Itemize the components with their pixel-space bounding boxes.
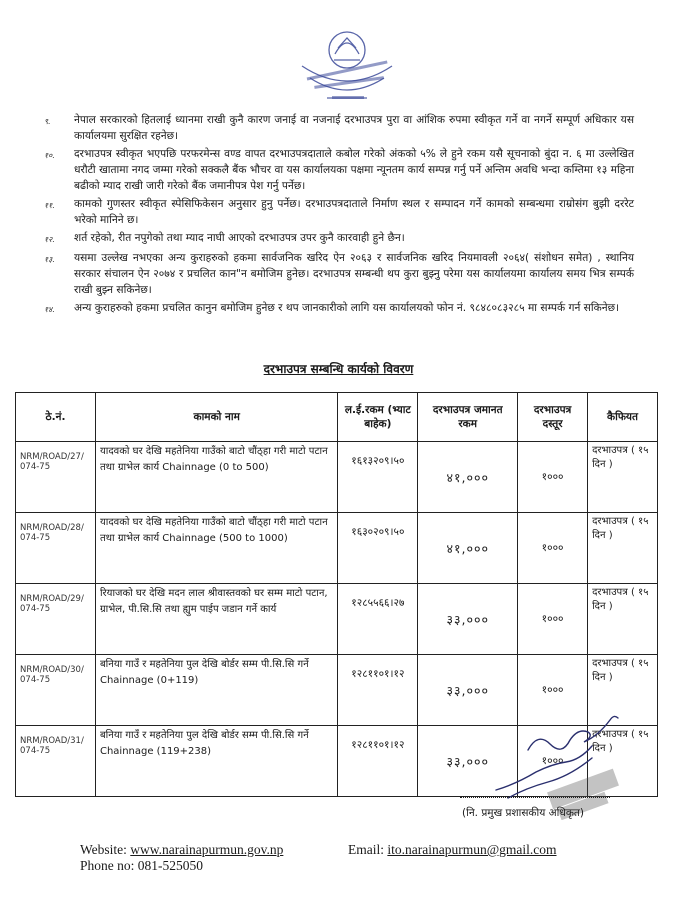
cell-fee: १००० xyxy=(518,442,588,513)
email-label: Email: xyxy=(348,842,384,857)
clause-number: १०. xyxy=(44,151,55,160)
table-header-row xyxy=(16,393,658,442)
section-title xyxy=(0,360,677,377)
cell-code: NRM/ROAD/31/ 074-75 xyxy=(16,726,96,797)
clause-number: १३. xyxy=(44,255,55,264)
footer-email xyxy=(348,842,557,858)
cell-fee: १००० xyxy=(518,655,588,726)
cell-estimate: १२८११०१।१२ xyxy=(338,655,418,726)
clause-13 xyxy=(44,250,634,298)
cell-name: बनिया गाउँ र महतेनिया पुल देखि बोर्डर सम्म पी.सि.सि गर्ने Chainnage (0+119) xyxy=(95,655,337,726)
phone-number: 081-525050 xyxy=(137,858,204,873)
terms-clauses xyxy=(44,112,634,320)
cell-code: NRM/ROAD/27/ 074-75 xyxy=(16,442,96,513)
email-link[interactable]: ito.narainapurmun@gmail.com xyxy=(387,842,557,857)
footer-contact xyxy=(80,842,283,874)
clause-number: १४. xyxy=(44,305,55,314)
clause-text: नेपाल सरकारको हितलाई ध्यानमा राखी कुनै कारण जनाई वा नजनाई दरभाउपत्र पुरा वा आंशिक रुपमा स्वीकृत गर्ने वा नगर्ने सम्पूर्ण अधिकार यस कार्यालयमा सुरक्षित रहनेछ। xyxy=(74,114,634,142)
cell-deposit: ३३,००० xyxy=(418,726,518,797)
phone-line xyxy=(80,858,283,874)
cell-deposit: ३३,००० xyxy=(418,655,518,726)
clause-number: ११. xyxy=(44,201,55,210)
section-title-text: दरभाउपत्र सम्बन्धि कार्यको विवरण xyxy=(263,362,414,376)
cell-fee: १००० xyxy=(518,726,588,797)
header-remarks: कैफियत xyxy=(588,393,658,442)
header-code: ठे.नं. xyxy=(16,393,96,442)
cell-name: रियाजको घर देखि मदन लाल श्रीवास्तवको घर सम्म माटो पटान, ग्राभेल, पी.सि.सि तथा ह्युम पाईप जडान गर्ने कार्य xyxy=(95,584,337,655)
table-row xyxy=(16,584,658,655)
cell-name: यादवको घर देखि महतेनिया गाउँको बाटो चौंठ्हा गरी माटो पटान तथा ग्राभेल कार्य Chainnage (0 to 500) xyxy=(95,442,337,513)
website-line xyxy=(80,842,283,858)
clause-text: यसमा उल्लेख नभएका अन्य कुराहरुको हकमा सार्वजनिक खरिद ऐन २०६३ र सार्वजनिक खरिद नियमावली २०६४( संशोधन समेत) , स्थानिय सरकार संचालन ऐन २०७४ र प्रचलित कान"न बमोजिम हुनेछ। दरभाउपत्र सम्बन्धी थप कुरा बुझ्नु परेमा यस कार्यालयमा कार्यालय समय भित्र सम्पर्क राखी बुझ्न सकिनेछ। xyxy=(74,252,634,296)
cell-fee: १००० xyxy=(518,584,588,655)
cell-remarks: दरभाउपत्र ( १५ दिन ) xyxy=(588,513,658,584)
clause-text: कामको गुणस्तर स्वीकृत स्पेसिफिकेसन अनुसार हुनु पर्नेछ। दरभाउपत्रदाताले निर्माण स्थल र सम्पादन गर्ने कामको सम्बन्धमा राम्रोसंग बुझी दररेट भरेको मानिने छ। xyxy=(74,198,634,226)
cell-name: बनिया गाउँ र महतेनिया पुल देखि बोर्डर सम्म पी.सि.सि गर्ने Chainnage (119+238) xyxy=(95,726,337,797)
cell-code: NRM/ROAD/29/ 074-75 xyxy=(16,584,96,655)
cell-estimate: १६३०२०९।५० xyxy=(338,513,418,584)
clause-9 xyxy=(44,112,634,144)
cell-estimate: १२८५५६६।२७ xyxy=(338,584,418,655)
cell-code: NRM/ROAD/30/ 074-75 xyxy=(16,655,96,726)
cell-deposit: ३३,००० xyxy=(418,584,518,655)
header-fee: दरभाउपत्र दस्तूर xyxy=(518,393,588,442)
cell-estimate: १६१३२०९।५० xyxy=(338,442,418,513)
clause-text: अन्य कुराहरुको हकमा प्रचलित कानुन बमोजिम हुनेछ र थप जानकारीको लागि यस कार्यालयको फोन नं. ९८४८०८३२८५ मा सम्पर्क गर्न सकिनेछ। xyxy=(74,302,620,314)
table-row xyxy=(16,513,658,584)
cell-remarks: दरभाउपत्र ( १५ दिन ) xyxy=(588,442,658,513)
website-label: Website: xyxy=(80,842,127,857)
clause-10 xyxy=(44,146,634,194)
website-link[interactable]: www.narainapurmun.gov.np xyxy=(130,842,284,857)
signatory-title: (नि. प्रमुख प्रशासकीय अधिकृत) xyxy=(462,807,584,819)
cell-estimate: १२८११०१।१२ xyxy=(338,726,418,797)
cell-deposit: ४१,००० xyxy=(418,513,518,584)
cell-fee: १००० xyxy=(518,513,588,584)
clause-14 xyxy=(44,300,634,318)
clause-12 xyxy=(44,230,634,248)
municipality-seal xyxy=(272,14,422,114)
clause-number: १२. xyxy=(44,235,55,244)
phone-label: Phone no: xyxy=(80,858,135,873)
cell-deposit: ४१,००० xyxy=(418,442,518,513)
header-name: कामको नाम xyxy=(95,393,337,442)
cell-remarks: दरभाउपत्र ( १५ दिन ) xyxy=(588,584,658,655)
header-estimate: ल.ई.रकम (भ्याट बाहेक) xyxy=(338,393,418,442)
signature-line xyxy=(460,797,610,798)
cell-name: यादवको घर देखि महतेनिया गाउँको बाटो चौंठ्हा गरी माटो पटान तथा ग्राभेल कार्य Chainnage (500 to 1000) xyxy=(95,513,337,584)
cell-remarks: दरभाउपत्र ( १५ दिन ) xyxy=(588,655,658,726)
header-deposit: दरभाउपत्र जमानत रकम xyxy=(418,393,518,442)
clause-text: दरभाउपत्र स्वीकृत भएपछि परफरमेन्स वण्ड वापत दरभाउपत्रदाताले कबोल गरेको अंकको ५% ले हुने रकम यसै सूचनाको बुंदा न. ६ मा उल्लेखित धरौटी खातामा नगद जम्मा गरेको सक्कलै बैंक भौचर वा यस कार्यालयका पक्षमा न्यूनतम कार्य सम्पन्न गर्नु पर्ने अन्तिम अवधि भन्दा कम्तिमा १३ महिना बढीको म्याद राखी जारी गरेको बैंक जमानीपत्र पेश गर्नु पर्नेछ। xyxy=(74,148,634,192)
clause-11 xyxy=(44,196,634,228)
cell-remarks: दरभाउपत्र ( १५ दिन ) xyxy=(588,726,658,797)
cell-code: NRM/ROAD/28/ 074-75 xyxy=(16,513,96,584)
table-row xyxy=(16,442,658,513)
handwritten-signature xyxy=(488,710,648,820)
clause-number: ९. xyxy=(44,117,51,126)
clause-text: शर्त रहेको, रीत नपुगेको तथा म्याद नाघी आएको दरभाउपत्र उपर कुनै कारवाही हुने छैन। xyxy=(74,232,405,244)
